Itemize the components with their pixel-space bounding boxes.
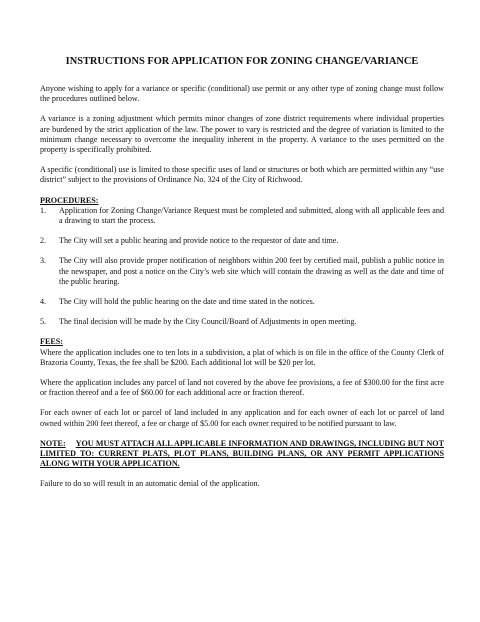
procedure-text: The City will also provide proper notification of neighbors within 200 feet by certified mail, publish a public notice in the newspaper, and post a notice on the City’s web site which will contain the drawing as well as the date and time of the public hearing. xyxy=(59,256,444,286)
closing-paragraph: Failure to do so will result in an automatic denial of the application. xyxy=(40,479,260,489)
procedure-item xyxy=(40,317,444,327)
procedure-text: The City will hold the public hearing on the date and time stated in the notices. xyxy=(59,297,315,307)
specific-use-paragraph: A specific (conditional) use is limited to those specific uses of land or structures or both which are permitted within any “use district” subject to the provisions of Ordinance No. 324 of the City of Richwood. xyxy=(40,165,444,185)
procedure-item xyxy=(40,256,444,287)
procedure-number: 1. xyxy=(40,205,47,215)
procedures-heading: PROCEDURES: xyxy=(40,195,99,205)
procedure-text: The final decision will be made by the City Council/Board of Adjustments in open meeting. xyxy=(59,317,357,327)
procedure-item xyxy=(40,236,444,246)
procedure-text: The City will set a public hearing and provide notice to the requestor of date and time. xyxy=(59,236,339,246)
fees-paragraph-notification: For each owner of each lot or parcel of land included in any application and for each owner of each lot or parcel of land owned within 200 feet thereof, a fee or charge of $5.00 for each owner required to be notified pursuant to law. xyxy=(40,408,444,428)
procedure-text: Application for Zoning Change/Variance Request must be completed and submitted, along with all applicable fees and a drawing to start the process. xyxy=(59,205,444,226)
page-title: INSTRUCTIONS FOR APPLICATION FOR ZONING CHANGE/VARIANCE xyxy=(65,56,419,67)
fees-heading: FEES: xyxy=(40,337,63,347)
note-text: YOU MUST ATTACH ALL APPLICABLE INFORMATION AND DRAWINGS, INCLUDING BUT NOT LIMITED TO: CURRENT PLATS, PLOT PLANS, BUILDING PLANS, OR ANY PERMIT APPLICATIONS ALONG WITH YOUR APPLICATION. xyxy=(40,438,444,469)
procedure-item xyxy=(40,206,444,226)
fees-section xyxy=(40,337,444,428)
fees-paragraph-acreage: Where the application includes any parcel of land not covered by the above fee provisions, a fee of $300.00 for the first acre or fraction thereof and a fee of $60.00 for each additional acre or fraction thereof. xyxy=(40,378,444,398)
procedure-number: 4. xyxy=(40,297,47,307)
variance-paragraph: A variance is a zoning adjustment which permits minor changes of zone district requirements where individual properties are burdened by the strict application of the law. The power to vary is restricted and the degree of variation is limited to the minimum change necessary to overcome the inequality inherent in the property. A variance to the uses permitted on the property is specifically prohibited. xyxy=(40,114,444,155)
fees-paragraph-lots: Where the application includes one to ten lots in a subdivision, a plat of which is on file in the office of the County Clerk of Brazoria County, Texas, the fee shall be $200. Each additional lot will be $20 per lot. xyxy=(40,347,444,367)
note-label: NOTE: xyxy=(40,438,66,448)
procedure-number: 2. xyxy=(40,236,47,246)
procedure-number: 3. xyxy=(40,256,47,266)
intro-paragraph: Anyone wishing to apply for a variance or specific (conditional) use permit or any other type of zoning change must follow the procedures outlined below. xyxy=(40,84,444,104)
procedure-item xyxy=(40,297,444,307)
note-block xyxy=(40,439,444,470)
procedures-list xyxy=(40,206,444,328)
procedure-number: 5. xyxy=(40,317,47,327)
